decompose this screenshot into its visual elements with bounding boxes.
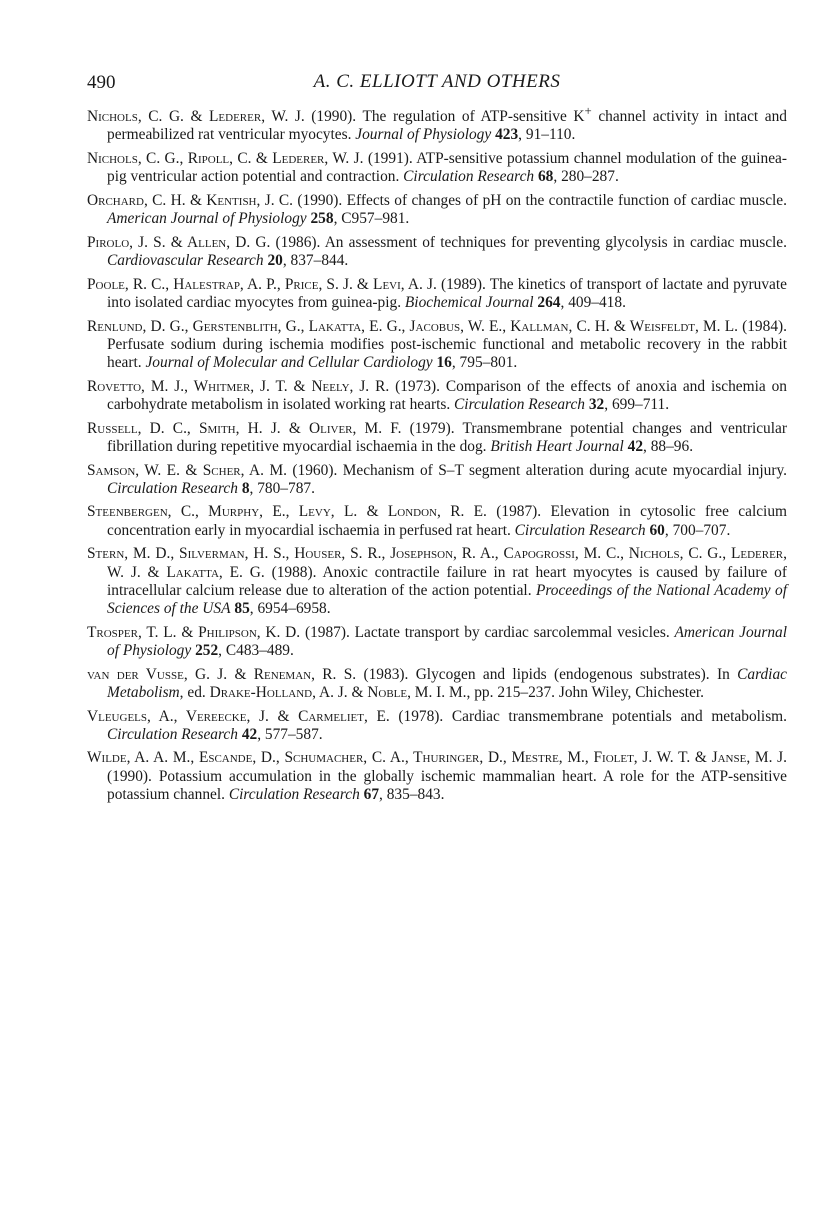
reference-authors: Wilde, A. A. M., Escande, D., Schumacher, C. A., Thuringer, D., Mestre, M., Fiolet, J. W. T. & Janse, M. J.	[87, 749, 787, 767]
reference-entry	[87, 420, 787, 456]
reference-journal: Biochemical Journal	[404, 293, 534, 311]
reference-pages: , 577–587.	[257, 725, 323, 743]
reference-volume: 423	[495, 126, 519, 144]
reference-text: (1986). An assessment of techniques for preventing glycolysis in cardiac muscle.	[270, 233, 787, 251]
reference-authors: Nichols, C. G. & Lederer, W. J.	[87, 108, 305, 126]
reference-pages: , 6954–6958.	[249, 600, 331, 617]
reference-volume: 32	[588, 395, 605, 413]
reference-authors: Rovetto, M. J., Whitmer, J. T. & Neely, J. R.	[87, 377, 390, 395]
reference-pages: , 837–844.	[282, 252, 349, 270]
reference-journal: Proceedings of the National Academy of Sciences of the USA	[107, 581, 788, 617]
reference-list	[87, 102, 787, 804]
reference-text: (1988). Anoxic contractile failure in rat heart myocytes is caused by failure of intracellular calcium release due to alteration of the action potential.	[107, 563, 787, 599]
journal-page	[87, 68, 787, 810]
reference-entry	[87, 462, 787, 498]
reference-pages: , 780–787.	[249, 479, 315, 497]
reference-editors: Drake-Holland, A. J. & Noble, M. I. M.	[209, 683, 467, 701]
reference-text: (1990). Effects of changes of pH on the contractile function of cardiac muscle.	[293, 191, 787, 209]
reference-text: (1978). Cardiac transmembrane potentials and metabolism.	[389, 707, 787, 725]
reference-journal: Journal of Molecular and Cellular Cardiology	[145, 354, 433, 372]
reference-text: (1984). Perfusate sodium during ischemia modifies post-ischemic functional and metabolic recovery in the rabbit heart.	[107, 317, 787, 372]
reference-text: (1987). Elevation in cytosolic free calcium concentration early in myocardial ischaemia in perfused rat heart.	[107, 503, 787, 539]
reference-journal: Cardiovascular Research	[107, 252, 264, 270]
reference-pages: , 700–707.	[664, 521, 731, 539]
reference-entry	[87, 378, 787, 414]
reference-pages: , 88–96.	[643, 437, 694, 455]
reference-entry	[87, 545, 787, 618]
reference-volume: 67	[363, 785, 380, 803]
reference-volume: 60	[649, 521, 665, 539]
reference-journal: Circulation Research	[514, 521, 646, 539]
reference-volume: 20	[267, 252, 283, 270]
reference-volume: 258	[310, 210, 334, 228]
reference-volume: 42	[241, 725, 258, 743]
reference-entry	[87, 708, 787, 744]
reference-journal: Circulation Research	[454, 395, 585, 413]
reference-entry	[87, 749, 787, 804]
reference-text: (1973). Comparison of the effects of anoxia and ischemia on carbohydrate metabolism in isolated working rat hearts.	[107, 377, 787, 413]
reference-pages: , C483–489.	[218, 641, 294, 659]
reference-authors: Pirolo, J. S. & Allen, D. G.	[87, 233, 271, 251]
reference-entry	[87, 503, 787, 539]
reference-authors: Orchard, C. H. & Kentish, J. C.	[87, 191, 294, 209]
reference-entry	[87, 666, 787, 702]
reference-volume: 68	[537, 168, 554, 186]
reference-pages: , 91–110.	[518, 126, 576, 144]
reference-entry	[87, 624, 787, 660]
reference-journal: Circulation Research	[107, 725, 238, 743]
reference-text: (1990). The regulation of ATP-sensitive K	[304, 108, 585, 126]
reference-authors: Russell, D. C., Smith, H. J. & Oliver, M. F.	[87, 419, 402, 437]
reference-journal: Circulation Research	[403, 168, 535, 186]
reference-entry	[87, 318, 787, 373]
reference-authors: Steenbergen, C., Murphy, E., Levy, L. & London, R. E.	[87, 503, 487, 521]
reference-pages: , 699–711.	[604, 395, 670, 413]
reference-entry	[87, 192, 787, 228]
reference-journal: American Journal of Physiology	[107, 210, 307, 228]
reference-journal: Circulation Research	[228, 785, 360, 803]
reference-text: (1979). Transmembrane potential changes and ventricular fibrillation during repetitive myocardial ischaemia in the dog.	[107, 419, 787, 455]
reference-pages: , 795–801.	[451, 354, 518, 372]
reference-pages: , C957–981.	[333, 210, 410, 228]
reference-authors: Samson, W. E. & Scher, A. M.	[87, 461, 287, 479]
reference-pages: , 280–287.	[553, 168, 619, 186]
reference-text: (1991). ATP-sensitive potassium channel modulation of the guinea-pig ventricular action potential and contraction.	[107, 150, 787, 186]
reference-volume: 252	[195, 641, 219, 659]
reference-pages: , pp. 215–237. John Wiley, Chichester.	[466, 683, 705, 701]
running-head	[87, 68, 787, 102]
reference-text: channel activity in intact and permeabilized rat ventricular myocytes.	[107, 108, 787, 144]
reference-authors: Poole, R. C., Halestrap, A. P., Price, S. J. & Levi, A. J.	[87, 275, 437, 293]
reference-volume: 264	[537, 293, 561, 311]
running-title: A. C. ELLIOTT AND OTHERS	[313, 71, 561, 92]
reference-text: (1990). Potassium accumulation in the globally ischemic mammalian heart. A role for the ATP-sensitive potassium channel.	[107, 767, 787, 803]
reference-entry	[87, 102, 787, 145]
page-number: 490	[87, 72, 116, 93]
reference-volume: 8	[241, 479, 250, 497]
reference-authors: Vleugels, A., Vereecke, J. & Carmeliet, E.	[87, 707, 390, 725]
reference-text: (1987). Lactate transport by cardiac sarcolemmal vesicles.	[300, 623, 675, 641]
reference-authors: Nichols, C. G., Ripoll, C. & Lederer, W. J.	[87, 150, 364, 168]
reference-superscript: +	[584, 104, 592, 118]
reference-journal: Cardiac Metabolism	[107, 665, 787, 701]
reference-text: (1960). Mechanism of S–T segment alteration during acute myocardial injury.	[286, 461, 788, 479]
reference-separator: , ed.	[179, 683, 210, 701]
reference-journal: Circulation Research	[107, 479, 238, 497]
reference-volume: 16	[436, 354, 452, 372]
reference-journal: Journal of Physiology	[355, 126, 492, 144]
reference-journal: American Journal of Physiology	[107, 623, 788, 659]
reference-authors: van der Vusse, G. J. & Reneman, R. S.	[87, 665, 357, 683]
reference-entry	[87, 150, 787, 186]
reference-pages: , 409–418.	[560, 293, 626, 311]
reference-authors: Trosper, T. L. & Philipson, K. D.	[87, 623, 301, 641]
reference-pages: , 835–843.	[379, 785, 445, 803]
reference-entry	[87, 276, 787, 312]
reference-journal: British Heart Journal	[490, 437, 624, 455]
reference-authors: Stern, M. D., Silverman, H. S., Houser, S. R., Josephson, R. A., Capogrossi, M. C., Nichols, C. G., Lederer, W. J. & Lakatta, E. G.	[87, 545, 787, 581]
reference-authors: Renlund, D. G., Gerstenblith, G., Lakatta, E. G., Jacobus, W. E., Kallman, C. H. & Weisfeldt, M. L.	[87, 317, 738, 335]
reference-text: (1983). Glycogen and lipids (endogenous substrates). In	[356, 665, 738, 683]
reference-text: (1989). The kinetics of transport of lactate and pyruvate into isolated cardiac myocytes from guinea-pig.	[107, 275, 787, 311]
reference-entry	[87, 234, 787, 270]
reference-volume: 42	[627, 437, 644, 455]
reference-volume: 85	[234, 600, 250, 617]
